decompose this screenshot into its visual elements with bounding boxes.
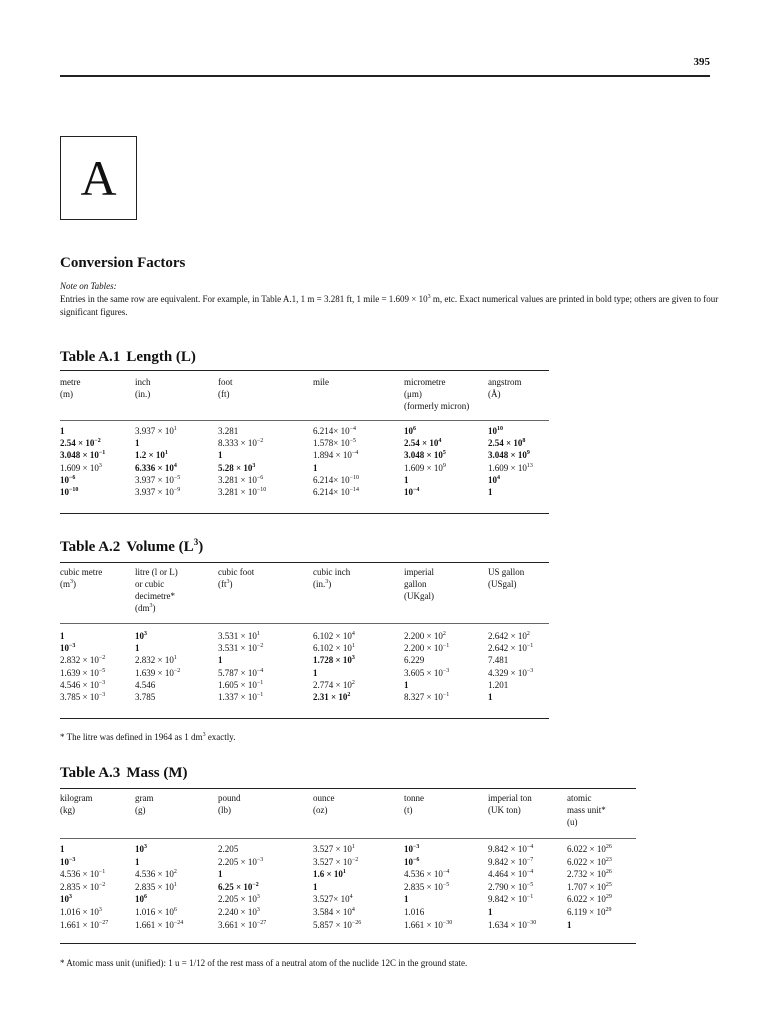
column-header-line: (ft) <box>218 389 230 399</box>
column-header <box>404 792 424 816</box>
table-cell: 1 <box>488 907 493 917</box>
table-cell: $3.605 \times 10^{-3}$ <box>404 667 450 678</box>
column-header-line: (lb) <box>218 805 231 815</box>
column-header <box>313 566 350 590</box>
table-cell: $1.016 \times 10^3$ <box>60 907 102 917</box>
column-header <box>567 792 606 828</box>
table-cell: 1 <box>135 856 140 867</box>
table-cell: 4.546 <box>135 679 156 690</box>
column-header-line: atomic <box>567 793 592 803</box>
column-header <box>313 792 335 816</box>
column-header-line: litre (l or L) <box>135 567 178 577</box>
column-header-line: foot <box>218 377 233 387</box>
table-cell: $1.2 \times 10^1$ <box>135 450 168 461</box>
table-cell: $6.214\times 10^{-14}$ <box>313 487 359 497</box>
column-header-line: kilogram <box>60 793 93 803</box>
column-header <box>60 792 93 816</box>
table-cell: $4.546 \times 10^{-3}$ <box>60 679 106 690</box>
column-header-line: mass unit* <box>567 805 606 815</box>
column-header-line: tonne <box>404 793 424 803</box>
table-cell: $1.609 \times 10^3$ <box>60 462 102 473</box>
table-cell: $6.25 \times 10^{-2}$ <box>218 881 259 892</box>
table-cell: $2.240 \times 10^3$ <box>218 907 260 917</box>
column-header-line: imperial ton <box>488 793 532 803</box>
table-cell: $2.832 \times 10^1$ <box>135 655 177 666</box>
table-cell: $2.832 \times 10^{-2}$ <box>60 655 106 666</box>
note-text <box>60 293 720 319</box>
table-cell: $1.639 \times 10^{-2}$ <box>135 667 181 678</box>
table-cell: $2.732 \times 10^{26}$ <box>567 869 612 880</box>
column-header-line: US gallon <box>488 567 525 577</box>
table-cell: $6.022 \times 10^{26}$ <box>567 844 612 854</box>
table-cell: $8.327 \times 10^{-1}$ <box>404 692 450 702</box>
table-a1-title <box>60 349 196 366</box>
note-text-superscript: 3 <box>427 294 431 300</box>
column-header-line: (μm) <box>404 389 422 399</box>
table-cell: $4.536 \times 10^{-4}$ <box>404 869 450 880</box>
table-cell: $10^{-4}$ <box>404 487 420 497</box>
column-header-line: (in.$^3$) <box>313 579 332 589</box>
note-text-part-b: m, etc. Exact numerical values are printed in bold type; others are given to four significant figures. <box>60 294 719 317</box>
table-cell: $10^{-3}$ <box>60 643 76 654</box>
table-cell: $6.214\times 10^{-4}$ <box>313 426 356 436</box>
column-header-line: (oz) <box>313 805 328 815</box>
table-cell: $2.54 \times 10^4$ <box>404 438 442 449</box>
table-cell: $3.584 \times 10^4$ <box>313 907 355 917</box>
table-cell: $1.661 \times 10^{-30}$ <box>404 919 453 930</box>
table-cell: $3.527 \times 10^1$ <box>313 844 355 854</box>
table-cell: $10^3$ <box>60 894 72 905</box>
column-header <box>313 376 329 388</box>
table-cell: $2.774 \times 10^2$ <box>313 679 355 690</box>
column-header <box>488 566 524 590</box>
table-cell: $2.54 \times 10^{-2}$ <box>60 438 101 449</box>
table-a2-footnote: * The litre was defined in 1964 as 1 $dm^3$ exactly. <box>60 732 236 742</box>
table-cell: $9.842 \times 10^{-7}$ <box>488 856 534 867</box>
table-name: Volume $(L^3)$ <box>126 537 204 555</box>
column-header <box>135 566 178 614</box>
table-cell: $9.842 \times 10^{-1}$ <box>488 894 534 905</box>
table-cell: $2.642 \times 10^{-1}$ <box>488 643 534 654</box>
column-header-line: micrometre <box>404 377 446 387</box>
table-cell: $1.707 \times 10^{25}$ <box>567 881 612 892</box>
table-cell: $3.048 \times 10^{-1}$ <box>60 450 106 461</box>
table-cell: $6.102 \times 10^1$ <box>313 643 355 654</box>
column-header-line: $(m^3)$ <box>60 579 76 589</box>
table-number: Table A.2 <box>60 539 121 555</box>
table-cell: $5.28 \times 10^3$ <box>218 462 256 473</box>
table-cell: $10^3$ <box>135 844 147 854</box>
header-rule <box>60 75 710 77</box>
table-cell: $3.281 \times 10^{-10}$ <box>218 487 267 497</box>
table-cell: $10^{-6}$ <box>60 474 76 485</box>
column-header-line: imperial <box>404 567 434 577</box>
column-header-line: (u) <box>567 817 578 827</box>
table-cell: $3.937 \times 10^1$ <box>135 426 177 436</box>
table-cell: 1 <box>488 487 493 497</box>
table-cell: 3.281 <box>218 426 239 436</box>
table-cell: $2.790 \times 10^{-5}$ <box>488 881 534 892</box>
table-cell: $10^{-3}$ <box>404 844 420 854</box>
table-cell: 1 <box>488 692 493 702</box>
table-cell: 1 <box>60 844 65 854</box>
table-cell: $6.119 \times 10^{29}$ <box>567 907 612 917</box>
table-name: Mass (M) <box>126 765 188 781</box>
column-header-line: gallon <box>404 579 427 589</box>
table-cell: $2.31 \times 10^2$ <box>313 692 351 702</box>
column-header <box>404 376 469 412</box>
column-header <box>218 566 254 590</box>
table-cell: $6.022 \times 10^{23}$ <box>567 856 612 867</box>
column-header-line: pound <box>218 793 241 803</box>
table-cell: $4.536 \times 10^2$ <box>135 869 177 880</box>
table-cell: 1 <box>404 679 409 690</box>
table-cell: $1.634 \times 10^{-30}$ <box>488 919 537 930</box>
table-cell: 7.481 <box>488 655 509 666</box>
table-cell: $3.661 \times 10^{-27}$ <box>218 919 267 930</box>
page-number: 395 <box>693 56 710 68</box>
table-cell: 1 <box>313 667 318 678</box>
table-rule <box>60 838 636 839</box>
column-header-line: $(dm^3)$ <box>135 603 156 613</box>
column-header-line: cubic inch <box>313 567 351 577</box>
table-cell: $2.54 \times 10^8$ <box>488 438 526 449</box>
column-header-line: (UKgal) <box>404 591 434 601</box>
table-rule <box>60 943 636 944</box>
table-cell: $3.048 \times 10^5$ <box>404 450 446 461</box>
table-a3-footnote: * Atomic mass unit (unified): 1 u = 1/12 of the rest mass of a neutral atom of the nuclide 12C in the ground state. <box>60 958 468 968</box>
note-text-part-a: Entries in the same row are equivalent. For example, in Table A.1, 1 m = 3.281 ft, 1 mile = 1.609 × 10 <box>60 294 428 304</box>
column-header <box>488 376 522 400</box>
column-header <box>218 376 233 400</box>
table-cell: 2.205 <box>218 844 239 854</box>
table-cell: $6.022 \times 10^{29}$ <box>567 894 612 905</box>
table-cell: $2.835 \times 10^1$ <box>135 881 177 892</box>
table-cell: 1 <box>218 655 223 666</box>
table-cell: 1 <box>313 881 318 892</box>
table-name: Length (L) <box>126 349 196 365</box>
table-cell: $3.785 \times 10^{-3}$ <box>60 692 106 702</box>
table-cell: $5.787 \times 10^{-4}$ <box>218 667 264 678</box>
column-header-line: (kg) <box>60 805 75 815</box>
column-header-line: or cubic <box>135 579 165 589</box>
table-cell: $10^4$ <box>488 474 500 485</box>
column-header-line: ounce <box>313 793 335 803</box>
table-cell: $2.835 \times 10^{-5}$ <box>404 881 450 892</box>
table-cell: $1.894 \times 10^{-4}$ <box>313 450 359 461</box>
table-cell: 1 <box>218 450 223 461</box>
column-header-line: (Å) <box>488 389 501 399</box>
table-cell: $2.642 \times 10^2$ <box>488 631 530 641</box>
table-cell: $1.661 \times 10^{-24}$ <box>135 919 184 930</box>
table-cell: $10^6$ <box>135 894 147 905</box>
table-cell: $2.835 \times 10^{-2}$ <box>60 881 106 892</box>
table-cell: $3.531 \times 10^1$ <box>218 631 260 641</box>
column-header-line: (t) <box>404 805 413 815</box>
column-header-line: (g) <box>135 805 146 815</box>
table-a3-title <box>60 765 188 782</box>
column-header <box>404 566 434 602</box>
table-cell: 1 <box>218 869 223 880</box>
table-cell: 1 <box>567 919 572 930</box>
table-cell: 6.229 <box>404 655 425 666</box>
table-cell: 3.785 <box>135 692 156 702</box>
column-header <box>135 376 151 400</box>
table-cell: $10^{-3}$ <box>60 856 76 867</box>
table-cell: $3.048 \times 10^9$ <box>488 450 530 461</box>
table-number: Table A.3 <box>60 765 121 781</box>
table-rule <box>60 562 549 563</box>
chapter-title: Conversion Factors <box>60 255 186 271</box>
appendix-letter: A <box>80 150 117 206</box>
column-header-line: decimetre* <box>135 591 175 601</box>
table-cell: $1.609 \times 10^{13}$ <box>488 462 533 473</box>
table-cell: $1.609 \times 10^9$ <box>404 462 446 473</box>
table-cell: $9.842 \times 10^{-4}$ <box>488 844 534 854</box>
table-a2-title <box>60 539 203 556</box>
column-header <box>218 792 241 816</box>
column-header-line: (USgal) <box>488 579 517 589</box>
table-cell: $6.102 \times 10^4$ <box>313 631 355 641</box>
table-cell: 1 <box>60 631 65 641</box>
column-header-line: metre <box>60 377 81 387</box>
table-cell: $3.281 \times 10^{-6}$ <box>218 474 264 485</box>
column-header-line: cubic foot <box>218 567 255 577</box>
table-cell: 1 <box>135 438 140 449</box>
table-cell: 1 <box>60 426 65 436</box>
column-header-line: (m) <box>60 389 73 399</box>
table-cell: 1 <box>404 474 409 485</box>
table-rule <box>60 623 549 624</box>
table-rule <box>60 420 549 421</box>
column-header-line: gram <box>135 793 154 803</box>
table-rule <box>60 718 549 719</box>
table-cell: $2.205 \times 10^{-3}$ <box>218 856 264 867</box>
column-header-line: angstrom <box>488 377 522 387</box>
table-cell: $1.639 \times 10^{-5}$ <box>60 667 106 678</box>
table-rule <box>60 513 549 514</box>
table-rule <box>60 788 636 789</box>
table-cell: $1.661 \times 10^{-27}$ <box>60 919 109 930</box>
table-cell: $4.329 \times 10^{-3}$ <box>488 667 534 678</box>
table-cell: $10^3$ <box>135 631 147 641</box>
table-cell: $10^{-6}$ <box>404 856 420 867</box>
table-cell: $1.337 \times 10^{-1}$ <box>218 692 264 702</box>
table-cell: $1.728 \times 10^3$ <box>313 655 355 666</box>
table-cell: $4.464 \times 10^{-4}$ <box>488 869 534 880</box>
table-cell: 1 <box>313 462 318 473</box>
table-cell: 1.201 <box>488 679 509 690</box>
table-number: Table A.1 <box>60 349 121 365</box>
column-header-line: (formerly micron) <box>404 401 470 411</box>
table-cell: 1 <box>135 643 140 654</box>
table-cell: $3.527\times 10^4$ <box>313 894 353 905</box>
table-cell: $2.200 \times 10^{-1}$ <box>404 643 450 654</box>
table-cell: $4.536 \times 10^{-1}$ <box>60 869 106 880</box>
table-cell: $5.857 \times 10^{-26}$ <box>313 919 362 930</box>
table-cell: $2.200 \times 10^2$ <box>404 631 446 641</box>
table-cell: $1.605 \times 10^{-1}$ <box>218 679 264 690</box>
column-header <box>135 792 154 816</box>
table-cell: $1.016 \times 10^6$ <box>135 907 177 917</box>
table-cell: $2.205 \times 10^3$ <box>218 894 260 905</box>
column-header <box>488 792 532 816</box>
note-label: Note on Tables: <box>60 281 117 291</box>
column-header <box>60 566 102 590</box>
column-header-line: mile <box>313 377 329 387</box>
column-header-line: (UK ton) <box>488 805 521 815</box>
table-rule <box>60 370 549 371</box>
table-cell: $1.578\times 10^{-5}$ <box>313 438 356 449</box>
column-header-line: cubic metre <box>60 567 103 577</box>
table-cell: $6.214\times 10^{-10}$ <box>313 474 359 485</box>
table-cell: $3.527 \times 10^{-2}$ <box>313 856 359 867</box>
table-cell: $3.937 \times 10^{-5}$ <box>135 474 181 485</box>
table-cell: $8.333 \times 10^{-2}$ <box>218 438 264 449</box>
table-cell: $3.531 \times 10^{-2}$ <box>218 643 264 654</box>
table-cell: $6.336 \times 10^4$ <box>135 462 177 473</box>
table-cell: $10^{-10}$ <box>60 487 79 497</box>
table-cell: $1.6 \times 10^1$ <box>313 869 346 880</box>
column-header-line: inch <box>135 377 151 387</box>
table-cell: $3.937 \times 10^{-9}$ <box>135 487 181 497</box>
column-header-line: (in.) <box>135 389 151 399</box>
table-cell: 1 <box>404 894 409 905</box>
column-header-line: $(ft^3)$ <box>218 579 233 589</box>
table-cell: $10^6$ <box>404 426 416 436</box>
column-header <box>60 376 81 400</box>
table-cell: 1.016 <box>404 907 425 917</box>
table-cell: $10^{10}$ <box>488 426 503 436</box>
